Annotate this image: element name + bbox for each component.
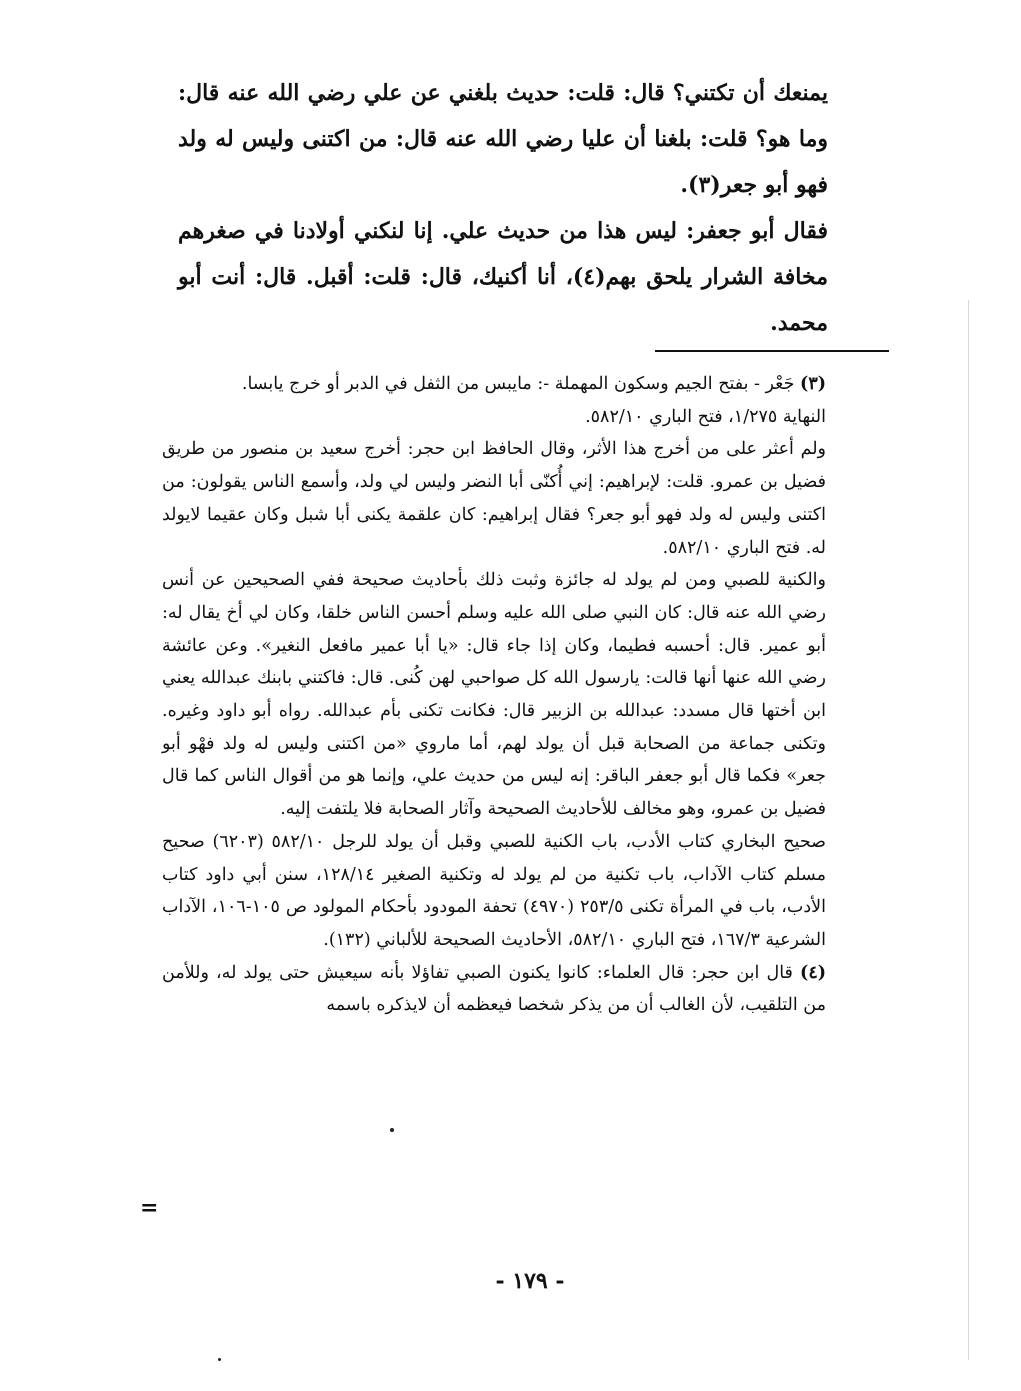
continuation-mark: =: [140, 1195, 159, 1221]
footnote-3-first-line: [162, 368, 826, 401]
footnotes: [162, 368, 826, 1022]
scan-speck: [218, 1358, 221, 1361]
main-paragraph-2: فقال أبو جعفر: ليس هذا من حديث علي. إنا لنكني أولادنا في صغرهم مخافة الشرار يلحق بهم(٤)، أنا أكنيك، قال: قلت: أقبل. قال: أنت أبو محمد.: [178, 218, 828, 336]
footnote-4-text: قال ابن حجر: قال العلماء: كانوا يكنون الصبي تفاؤلا بأنه سيعيش حتى يولد له، وللأمن من التلقيب، لأن الغالب أن من يذكر شخصا فيعظمه أن لايذكره باسمه: [162, 962, 826, 1016]
main-text: [178, 70, 828, 346]
footnote-3-line-2: النهاية ١/٢٧٥، فتح الباري ٥٨٢/١٠.: [585, 406, 826, 427]
footnote-3-number: (٣): [800, 374, 826, 394]
scan-speck: [390, 1128, 394, 1132]
footnote-3-line-5: صحيح البخاري كتاب الأدب، باب الكنية للصبي وقبل أن يولد للرجل ٥٨٢/١٠ (٦٢٠٣) صحيح مسلم كتاب الآداب، باب تكنية من لم يولد له وتكنية الصغير ١٢٨/١٤، سنن أبي داود كتاب الأدب، باب في المرأة تكنى ٢٥٣/٥ (٤٩٧٠) تحفة المودود بأحكام المولود ص ١٠٥-١٠٦، الآداب الشرعية ١٦٧/٣، فتح الباري ٥٨٢/١٠، الأحاديث الصحيحة للألباني (١٣٢).: [162, 831, 826, 950]
footnote-4: [162, 957, 826, 1022]
scan-edge-line: [968, 300, 969, 1360]
footnote-3-line-3: ولم أعثر على من أخرج هذا الأثر، وقال الحافظ ابن حجر: أخرج سعيد بن منصور من طريق فضيل بن عمرو. قلت: لإبراهيم: إني أُكنّى أبا النضر وليس لي ولد، وأسمع الناس يقولون: من اكتنى وليس له ولد فهو أبو جعر؟ فقال إبراهيم: كان علقمة يكنى أبا شبل وكان عقيما لايولد له. فتح الباري ٥٨٢/١٠.: [162, 439, 826, 558]
page-number: - ١٧٩ -: [495, 1268, 565, 1294]
footnote-4-number: (٤): [800, 962, 826, 983]
footnote-3-line-1: جَعْر - بفتح الجيم وسكون المهملة -: مايبس من الثفل في الدبر أو خرج يابسا.: [241, 374, 795, 394]
main-paragraph-1: يمنعك أن تكتني؟ قال: قلت: حديث بلغني عن علي رضي الله عنه قال: وما هو؟ قلت: بلغنا أن عليا رضي الله عنه قال: من اكتنى وليس له ولد فهو أبو جعر(٣).: [178, 80, 828, 198]
footnote-separator: [655, 350, 889, 352]
footnote-3-line-4: والكنية للصبي ومن لم يولد له جائزة وثبت ذلك بأحاديث صحيحة ففي الصحيحين عن أنس رضي الله عنه قال: كان النبي صلى الله عليه وسلم أحسن الناس خلقا، وكان لي أخ يقال له: أبو عمير. قال: أحسبه فطيما، وكان إذا جاء قال: «يا أبا عمير مافعل النغير». وعن عائشة رضي الله عنها أنها قالت: يارسول الله كل صواحبي لهن كُنى. قال: فاكتني بابنك عبدالله يعني ابن أختها قال مسدد: عبدالله بن الزبير قال: فكانت تكنى بأم عبدالله. رواه أبو داود وغيره. وتكنى جماعة من الصحابة قبل أن يولد لهم، أما ماروي «من اكتنى وليس له ولد فهْو أبو جعر» فكما قال أبو جعفر الباقر: إنه ليس من حديث علي، وإنما هو من أقوال الناس كما قال فضيل بن عمرو، وهو مخالف للأحاديث الصحيحة وآثار الصحابة فلا يلتفت إليه.: [162, 570, 826, 820]
